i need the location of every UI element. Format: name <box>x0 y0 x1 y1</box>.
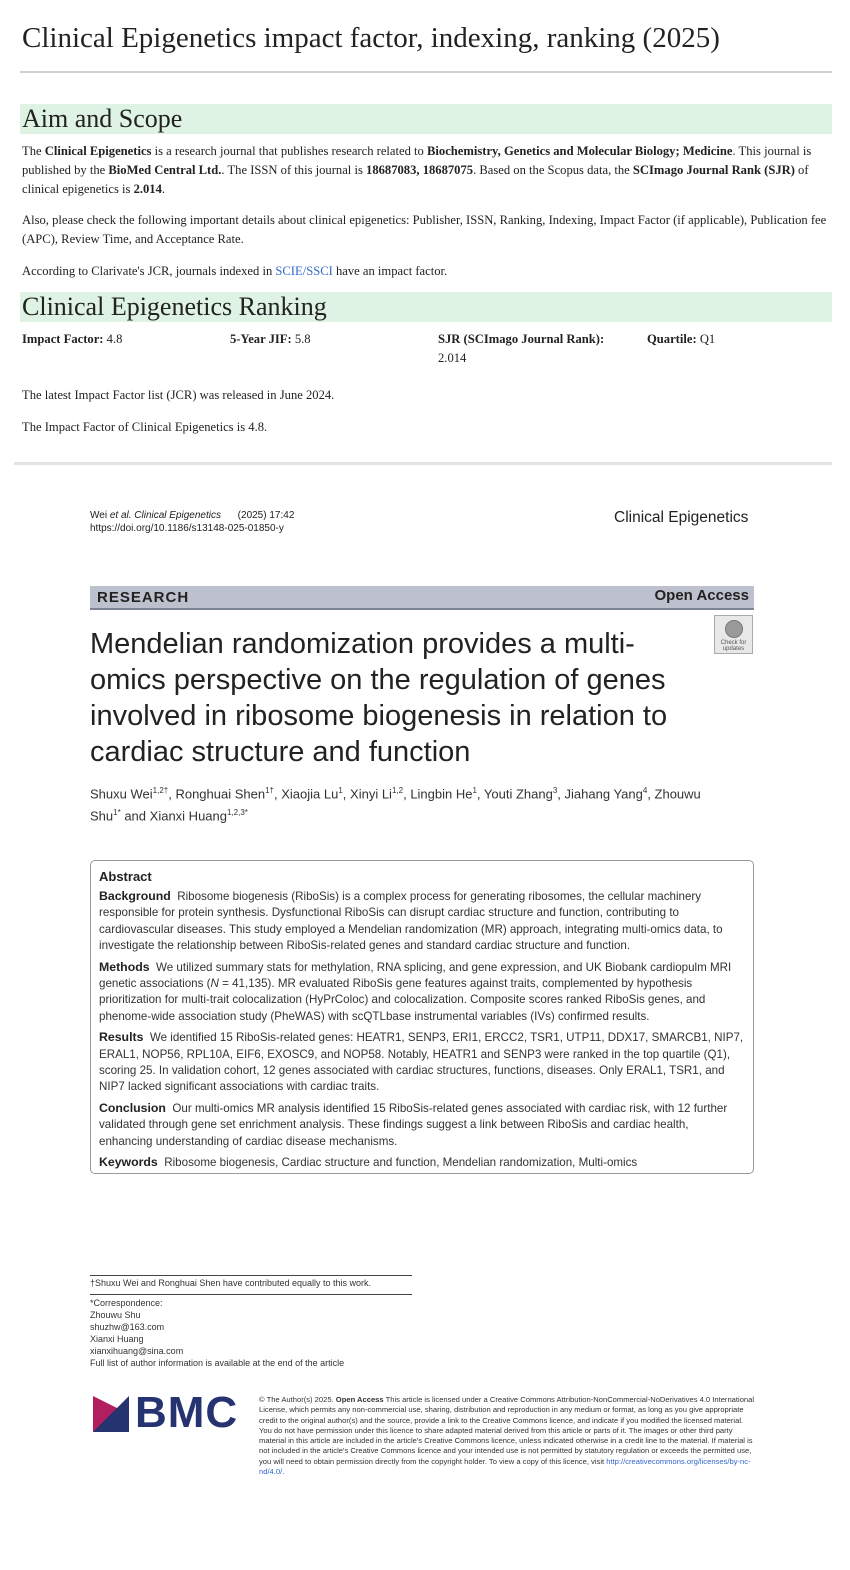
abstract-keywords: Keywords Ribosome biogenesis, Cardiac structure and function, Mendelian randomization, Multi-omics <box>99 1155 638 1170</box>
five-year-jif: 5-Year JIF: 5.8 <box>230 332 311 346</box>
research-label: RESEARCH <box>97 589 190 606</box>
author: Ronghuai Shen <box>175 786 266 802</box>
check-for-updates-button[interactable] <box>714 615 753 654</box>
citation: Wei et al. Clinical Epigenetics (2025) 17:42 https://doi.org/10.1186/s13148-025-01850-y <box>90 510 295 534</box>
sjr-rank: SJR (SCImago Journal Rank): 2.014 <box>438 332 605 365</box>
open-access-label: Open Access <box>654 587 749 604</box>
check-updates-label: Check for updates <box>720 640 747 652</box>
abstract-background: Background Ribosome biogenesis (RiboSis) is a complex process for generating ribosomes, the cellular machinery responsible for protein synthesis. Dysfunctional RiboSis can disrupt cardiac structure and function, contributing to cardiovascular diseases. This study employed a Mendelian randomization (MR) approach, integrating multi-omics data, to investigate the relationship between RiboSis-related genes and standard cardiac structure and function. <box>99 889 723 953</box>
license-link[interactable]: http://creativecommons.org/licenses/by-nc-nd/4.0/ <box>259 1456 751 1477</box>
author: Youti Zhang <box>483 786 553 802</box>
check-updates-icon <box>725 620 743 638</box>
abstract-results: Results We identified 15 RiboSis-related genes: HEATR1, SENP3, ERI1, ERCC2, TSR1, UTP11, DDX17, SMARCB1, NIP7, ERAL1, NOP56, RPL10A, EIF6, EXOSC9, and NOP58. Notably, HEATR1 and SENP3 were ranked in the top quartile (Q1), scoring 25. In validation cohort, 12 genes associated with cardiac structures, functions, diseases. Only ERAL1, TSR1, and NIP7 lacked significant associations with cardiac traits. <box>99 1030 744 1094</box>
equal-contribution-note: †Shuxu Wei and Ronghuai Shen have contributed equally to this work. <box>90 1278 372 1288</box>
abstract-methods: Methods We utilized summary stats for methylation, RNA splicing, and gene expression, and UK Biobank cardiopulm MRI genetic associations (N = 41,135). MR evaluated RiboSis gene features against traits, complemented by hypothesis prioritization for multi-trait colocalization (HyPrColoc) and colocalization. Composite scores ranked RiboSis genes, and phenome-wide association study (PheWAS) with scQTLbase instrumental variables (IVs) confirmed results. <box>99 959 732 1023</box>
research-bar <box>90 586 754 610</box>
author: Jiahang Yang <box>564 786 643 802</box>
impact-factor: Impact Factor: 4.8 <box>22 332 123 346</box>
abstract-box <box>90 860 754 1174</box>
journal-name: Clinical Epigenetics <box>614 509 749 526</box>
correspondence: *Correspondence: Zhouwu Shu shuzhw@163.com Xianxi Huang xianxihuang@sina.com Full list of author information is available at the end of the article <box>90 1298 345 1368</box>
aim-paragraph: The Clinical Epigenetics is a research journal that publishes research related to Biochemistry, Genetics and Molecular Biology; Medicine. This journal is published by the BioMed Central Ltd.. The ISSN of this journal is 18687083, 18687075. Based on the Scopus data, the SCImago Journal Rank (SJR) of clinical epigenetics is 2.014. <box>22 144 812 196</box>
details-paragraph: Also, please check the following important details about clinical epigenetics: Publisher, ISSN, Ranking, Indexing, Impact Factor (if applicable), Publication fee (APC), Review Time, and Acceptance Rate. <box>22 213 827 246</box>
page-title: Clinical Epigenetics impact factor, indexing, ranking (2025) <box>22 22 720 54</box>
bmc-logo-text: BMC <box>135 1388 239 1437</box>
author: Shuxu Wei <box>90 786 153 802</box>
email-link[interactable]: xianxihuang@sina.com <box>90 1346 184 1356</box>
ranking-heading: Clinical Epigenetics Ranking <box>20 292 832 322</box>
jcr-paragraph: According to Clarivate's JCR, journals indexed in SCIE/SSCI have an impact factor. <box>22 264 448 278</box>
scie-ssci-link[interactable]: SCIE/SSCI <box>275 264 333 278</box>
author: Xinyi Li <box>350 786 392 802</box>
quartile: Quartile: Q1 <box>647 332 716 346</box>
paper-title: Mendelian randomization provides a multi-omics perspective on the regulation of genes involved in ribosome biogenesis in relation to cardiac structure and function <box>90 628 668 768</box>
section-divider <box>14 462 832 465</box>
author: Xianxi Huang <box>149 808 227 824</box>
jcr-release-note: The latest Impact Factor list (JCR) was released in June 2024. <box>22 388 335 402</box>
author: Xiaojia Lu <box>281 786 339 802</box>
impact-factor-note: The Impact Factor of Clinical Epigenetics is 4.8. <box>22 420 268 434</box>
abstract-conclusion: Conclusion Our multi-omics MR analysis identified 15 RiboSis-related genes associated with cardiac risk, with 12 further validated through gene set enrichment analysis. These findings suggest a link between RiboSis and cardiac health, enhancing understanding of cardiac disease mechanisms. <box>99 1100 728 1148</box>
license-text: © The Author(s) 2025. Open Access This article is licensed under a Creative Commons Attribution-NonCommercial-NoDerivatives 4.0 International License, which permits any non-commercial use, sharing, distribution and reproduction in any medium or format, as long as you give appropriate credit to the original author(s) and the source, provide a link to the Creative Commons licence, and indicate if you modified the licensed material. You do not have permission under this licence to share adapted material derived from this article or parts of it. The images or other third party material in this article are included in the article's Creative Commons licence, unless indicated otherwise in a credit line to the material. If material is not included in the article's Creative Commons licence and your intended use is not permitted by statutory regulation or exceeds the permitted use, you will need to obtain permission directly from the copyright holder. To view a copy of this licence, visit http://creativecommons.org/licenses/by-nc-nd/4.0/. <box>259 1395 755 1477</box>
abstract-title: Abstract <box>99 869 152 884</box>
aim-scope-heading: Aim and Scope <box>20 104 832 134</box>
footnote-divider <box>90 1275 412 1276</box>
title-divider <box>20 71 832 73</box>
footnote-divider <box>90 1294 412 1295</box>
author: Zhouwu Shu <box>90 786 701 824</box>
doi-link[interactable]: https://doi.org/10.1186/s13148-025-01850-y <box>90 523 284 534</box>
author-list: Shuxu Wei$^{1,2\dagger}$, Ronghuai Shen$^{1\dagger}$, Xiaojia Lu$^1$, Xinyi Li$^{1,2}$, Lingbin He$^1$, Youti Zhang$^3$, Jiahang Yang$^4$, Zhouwu Shu$^{1*}$ and Xianxi Huang$^{1,2,3*}$ <box>90 786 701 824</box>
author: Lingbin He <box>410 786 473 802</box>
bmc-logo-icon <box>93 1396 129 1432</box>
email-link[interactable]: shuzhw@163.com <box>90 1322 165 1332</box>
